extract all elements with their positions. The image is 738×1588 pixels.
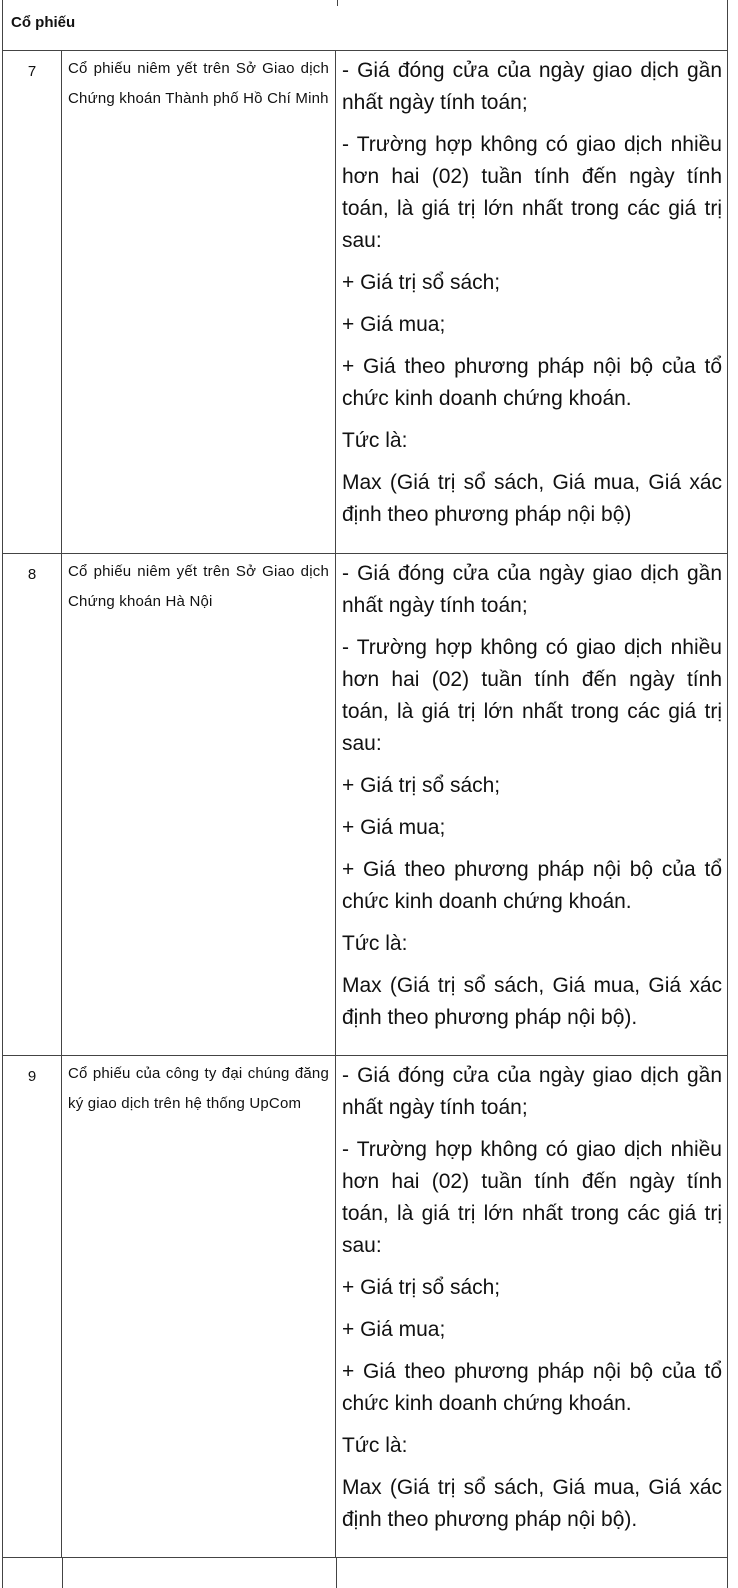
rule-paragraph: Max (Giá trị sổ sách, Giá mua, Giá xác định theo phương pháp nội bộ). <box>342 974 722 1029</box>
rule-paragraph: + Giá trị sổ sách; <box>342 1276 501 1299</box>
rule-paragraph: Tức là: <box>342 932 408 955</box>
valuation-rule <box>336 554 727 1055</box>
table-row <box>3 554 727 1056</box>
rule-paragraph: + Giá trị sổ sách; <box>342 271 501 294</box>
row-number: 8 <box>3 554 62 1055</box>
section-header-row <box>3 0 727 51</box>
rule-paragraph: - Giá đóng cửa của ngày giao dịch gần nhất ngày tính toán; <box>342 1064 722 1119</box>
rule-paragraph: - Trường hợp không có giao dịch nhiều hơn hai (02) tuần tính đến ngày tính toán, là giá trị lớn nhất trong các giá trị sau: <box>342 1138 722 1257</box>
security-name: Cổ phiếu của công ty đại chúng đăng ký giao dịch trên hệ thống UpCom <box>62 1056 336 1557</box>
rule-paragraph: + Giá mua; <box>342 313 446 336</box>
row-number: 7 <box>3 51 62 553</box>
row-number: 9 <box>3 1056 62 1557</box>
security-name: Cổ phiếu niêm yết trên Sở Giao dịch Chứng khoán Hà Nội <box>62 554 336 1055</box>
rule-paragraph: + Giá theo phương pháp nội bộ của tổ chức kinh doanh chứng khoán. <box>342 858 722 913</box>
valuation-rule <box>336 51 727 553</box>
rule-paragraph: Max (Giá trị sổ sách, Giá mua, Giá xác định theo phương pháp nội bộ). <box>342 1476 722 1531</box>
rule-paragraph: - Giá đóng cửa của ngày giao dịch gần nhất ngày tính toán; <box>342 562 722 617</box>
section-title: Cổ phiếu <box>11 14 76 31</box>
valuation-table <box>2 0 728 1588</box>
rule-paragraph: + Giá theo phương pháp nội bộ của tổ chức kinh doanh chứng khoán. <box>342 1360 722 1415</box>
column-divider <box>337 0 338 6</box>
rule-paragraph: - Giá đóng cửa của ngày giao dịch gần nhất ngày tính toán; <box>342 59 722 114</box>
rule-paragraph: - Trường hợp không có giao dịch nhiều hơn hai (02) tuần tính đến ngày tính toán, là giá trị lớn nhất trong các giá trị sau: <box>342 133 722 252</box>
table-row <box>3 1056 727 1558</box>
rule-paragraph: + Giá trị sổ sách; <box>342 774 501 797</box>
rule-paragraph: + Giá mua; <box>342 1318 446 1341</box>
rule-paragraph: + Giá mua; <box>342 816 446 839</box>
rule-paragraph: Max (Giá trị sổ sách, Giá mua, Giá xác định theo phương pháp nội bộ) <box>342 471 722 526</box>
table-row <box>3 51 727 554</box>
rule-paragraph: - Trường hợp không có giao dịch nhiều hơn hai (02) tuần tính đến ngày tính toán, là giá trị lớn nhất trong các giá trị sau: <box>342 636 722 755</box>
rule-paragraph: + Giá theo phương pháp nội bộ của tổ chức kinh doanh chứng khoán. <box>342 355 722 410</box>
security-name: Cổ phiếu niêm yết trên Sở Giao dịch Chứng khoán Thành phố Hồ Chí Minh <box>62 51 336 553</box>
valuation-rule <box>336 1056 727 1557</box>
rule-paragraph: Tức là: <box>342 1434 408 1457</box>
rule-paragraph: Tức là: <box>342 429 408 452</box>
